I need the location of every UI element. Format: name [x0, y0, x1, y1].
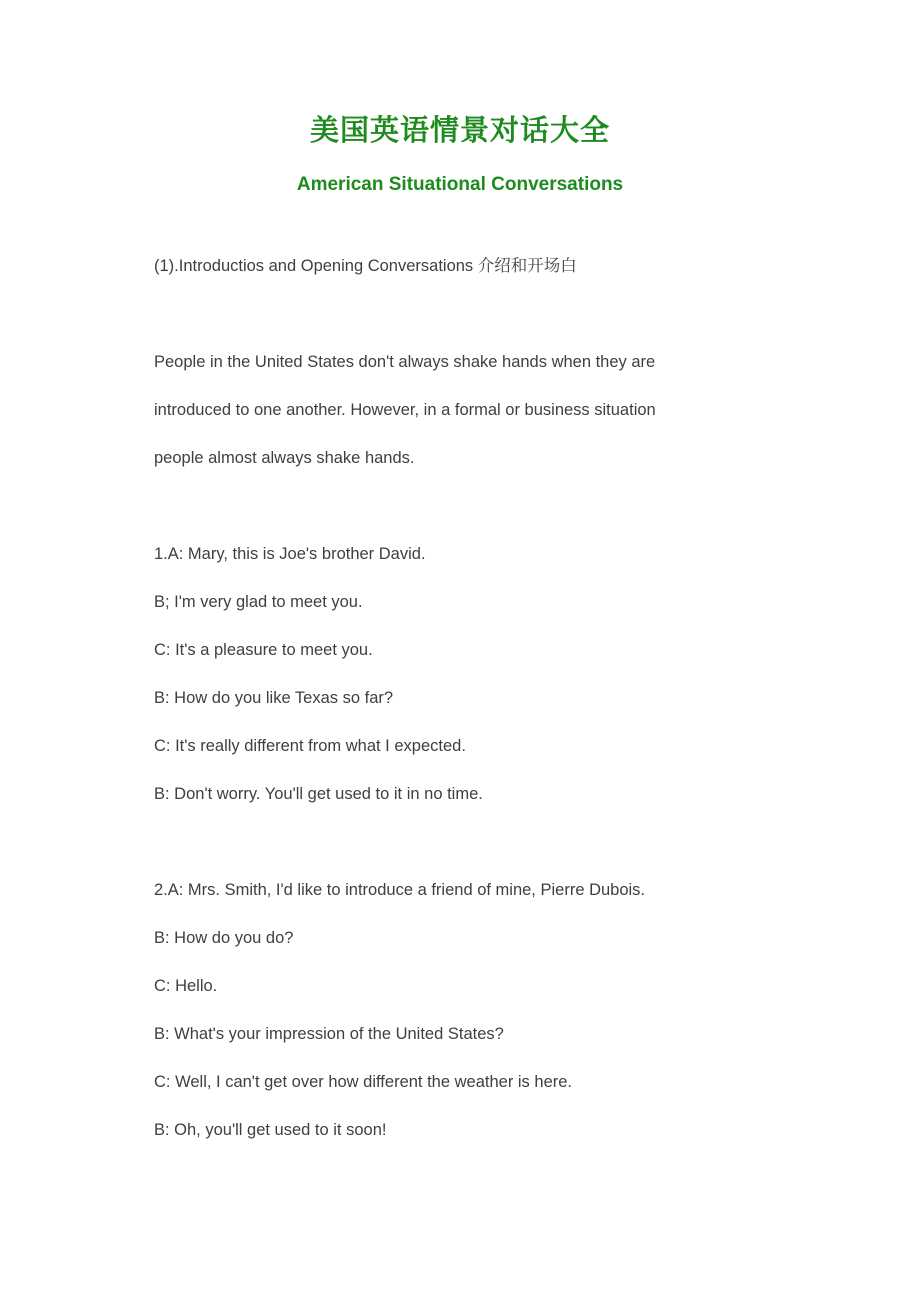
- dialog-line: C: Hello.: [154, 977, 218, 995]
- dialog-line: B: How do you do?: [154, 929, 294, 947]
- dialog-line: 2.A: Mrs. Smith, I'd like to introduce a friend of mine, Pierre Dubois.: [154, 881, 646, 899]
- dialog-line: 1.A: Mary, this is Joe's brother David.: [154, 545, 426, 563]
- dialog-1: [154, 530, 766, 818]
- dialog-line: B: What's your impression of the United States?: [154, 1025, 504, 1043]
- document-body: [0, 242, 920, 1154]
- document-subtitle: American Situational Conversations: [296, 174, 624, 195]
- dialog-line: B; I'm very glad to meet you.: [154, 593, 363, 611]
- dialog-line: B: Don't worry. You'll get used to it in no time.: [154, 785, 483, 803]
- dialog-line: C: Well, I can't get over how different the weather is here.: [154, 1073, 573, 1091]
- dialog-2: [154, 866, 766, 1154]
- dialog-line: C: It's really different from what I expected.: [154, 737, 466, 755]
- document-title: 美国英语情景对话大全: [309, 115, 610, 147]
- section-heading: (1).Introductios and Opening Conversations 介绍和开场白: [154, 257, 577, 275]
- intro-paragraph: [154, 338, 766, 482]
- paragraph-line: introduced to one another. However, in a formal or business situation: [154, 401, 656, 419]
- paragraph-line: People in the United States don't always shake hands when they are: [154, 353, 656, 371]
- dialog-line: C: It's a pleasure to meet you.: [154, 641, 373, 659]
- dialog-line: B: Oh, you'll get used to it soon!: [154, 1121, 387, 1139]
- paragraph-line: people almost always shake hands.: [154, 449, 415, 467]
- dialog-line: B: How do you like Texas so far?: [154, 689, 394, 707]
